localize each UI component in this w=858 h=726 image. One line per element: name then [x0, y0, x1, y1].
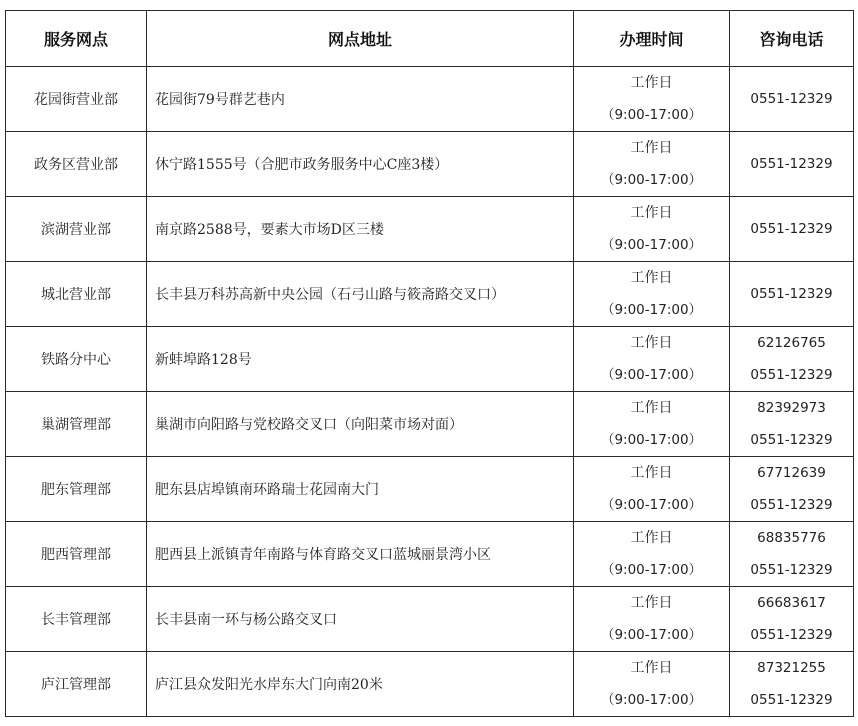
table-row — [6, 652, 854, 717]
outlet-hours — [574, 197, 730, 262]
phone-hotline: 0551-12329 — [750, 91, 833, 107]
phone-hotline: 0551-12329 — [750, 156, 833, 172]
outlet-name: 庐江管理部 — [6, 652, 147, 717]
phone-local: 68835776 — [757, 530, 826, 546]
outlet-address: 肥西县上派镇青年南路与体育路交叉口蓝城丽景湾小区 — [147, 522, 574, 587]
outlet-hours — [574, 132, 730, 197]
hours-range: （9:00-17:00） — [600, 562, 703, 578]
outlet-name: 铁路分中心 — [6, 327, 147, 392]
table-row — [6, 327, 854, 392]
hours-range: （9:00-17:00） — [600, 302, 703, 318]
header-name: 服务网点 — [6, 11, 147, 67]
outlet-address: 肥东县店埠镇南环路瑞士花园南大门 — [147, 457, 574, 522]
service-outlets-table — [5, 10, 854, 717]
hours-label: 工作日 — [630, 465, 673, 481]
table-header-row — [6, 11, 854, 67]
table-row — [6, 132, 854, 197]
hours-range: （9:00-17:00） — [600, 692, 703, 708]
outlet-hours — [574, 522, 730, 587]
hours-label: 工作日 — [630, 400, 673, 416]
table-row — [6, 67, 854, 132]
outlet-phone — [730, 392, 854, 457]
header-phone: 咨询电话 — [730, 11, 854, 67]
outlet-hours — [574, 327, 730, 392]
phone-local: 87321255 — [757, 660, 826, 676]
outlet-phone — [730, 522, 854, 587]
hours-range: （9:00-17:00） — [600, 107, 703, 123]
header-hours: 办理时间 — [574, 11, 730, 67]
outlet-name: 滨湖营业部 — [6, 197, 147, 262]
hours-range: （9:00-17:00） — [600, 367, 703, 383]
phone-hotline: 0551-12329 — [750, 562, 833, 578]
outlet-phone — [730, 457, 854, 522]
outlet-hours — [574, 392, 730, 457]
table-row — [6, 197, 854, 262]
header-address: 网点地址 — [147, 11, 574, 67]
phone-hotline: 0551-12329 — [750, 221, 833, 237]
outlet-phone — [730, 197, 854, 262]
hours-label: 工作日 — [630, 205, 673, 221]
phone-hotline: 0551-12329 — [750, 367, 833, 383]
phone-local: 82392973 — [757, 400, 826, 416]
outlet-hours — [574, 587, 730, 652]
hours-label: 工作日 — [630, 270, 673, 286]
outlet-name: 城北营业部 — [6, 262, 147, 327]
hours-range: （9:00-17:00） — [600, 497, 703, 513]
outlet-name: 花园街营业部 — [6, 67, 147, 132]
outlet-address: 长丰县南一环与杨公路交叉口 — [147, 587, 574, 652]
outlet-phone — [730, 327, 854, 392]
outlet-phone — [730, 652, 854, 717]
phone-hotline: 0551-12329 — [750, 627, 833, 643]
outlet-name: 巢湖管理部 — [6, 392, 147, 457]
hours-label: 工作日 — [630, 530, 673, 546]
outlet-phone — [730, 587, 854, 652]
outlet-address: 南京路2588号，要素大市场D区三楼 — [147, 197, 574, 262]
phone-local: 67712639 — [757, 465, 826, 481]
hours-label: 工作日 — [630, 140, 673, 156]
outlet-name: 政务区营业部 — [6, 132, 147, 197]
hours-range: （9:00-17:00） — [600, 627, 703, 643]
hours-label: 工作日 — [630, 335, 673, 351]
hours-label: 工作日 — [630, 595, 673, 611]
outlet-hours — [574, 652, 730, 717]
outlet-address: 花园街79号群艺巷内 — [147, 67, 574, 132]
table-row — [6, 392, 854, 457]
hours-label: 工作日 — [630, 75, 673, 91]
hours-label: 工作日 — [630, 660, 673, 676]
outlet-phone — [730, 67, 854, 132]
hours-range: （9:00-17:00） — [600, 172, 703, 188]
outlet-name: 长丰管理部 — [6, 587, 147, 652]
hours-range: （9:00-17:00） — [600, 237, 703, 253]
phone-hotline: 0551-12329 — [750, 497, 833, 513]
outlet-hours — [574, 262, 730, 327]
phone-local: 66683617 — [757, 595, 826, 611]
outlet-address: 休宁路1555号（合肥市政务服务中心C座3楼） — [147, 132, 574, 197]
outlet-address: 新蚌埠路128号 — [147, 327, 574, 392]
outlet-address: 巢湖市向阳路与党校路交叉口（向阳菜市场对面） — [147, 392, 574, 457]
outlet-address: 长丰县万科苏高新中央公园（石弓山路与筱斋路交叉口） — [147, 262, 574, 327]
outlet-hours — [574, 67, 730, 132]
table-row — [6, 457, 854, 522]
phone-local: 62126765 — [757, 335, 826, 351]
outlet-name: 肥东管理部 — [6, 457, 147, 522]
hours-range: （9:00-17:00） — [600, 432, 703, 448]
outlet-address: 庐江县众发阳光水岸东大门向南20米 — [147, 652, 574, 717]
outlet-phone — [730, 262, 854, 327]
table-row — [6, 522, 854, 587]
table-row — [6, 587, 854, 652]
phone-hotline: 0551-12329 — [750, 432, 833, 448]
outlet-phone — [730, 132, 854, 197]
outlet-name: 肥西管理部 — [6, 522, 147, 587]
phone-hotline: 0551-12329 — [750, 286, 833, 302]
outlet-hours — [574, 457, 730, 522]
table-row — [6, 262, 854, 327]
phone-hotline: 0551-12329 — [750, 692, 833, 708]
